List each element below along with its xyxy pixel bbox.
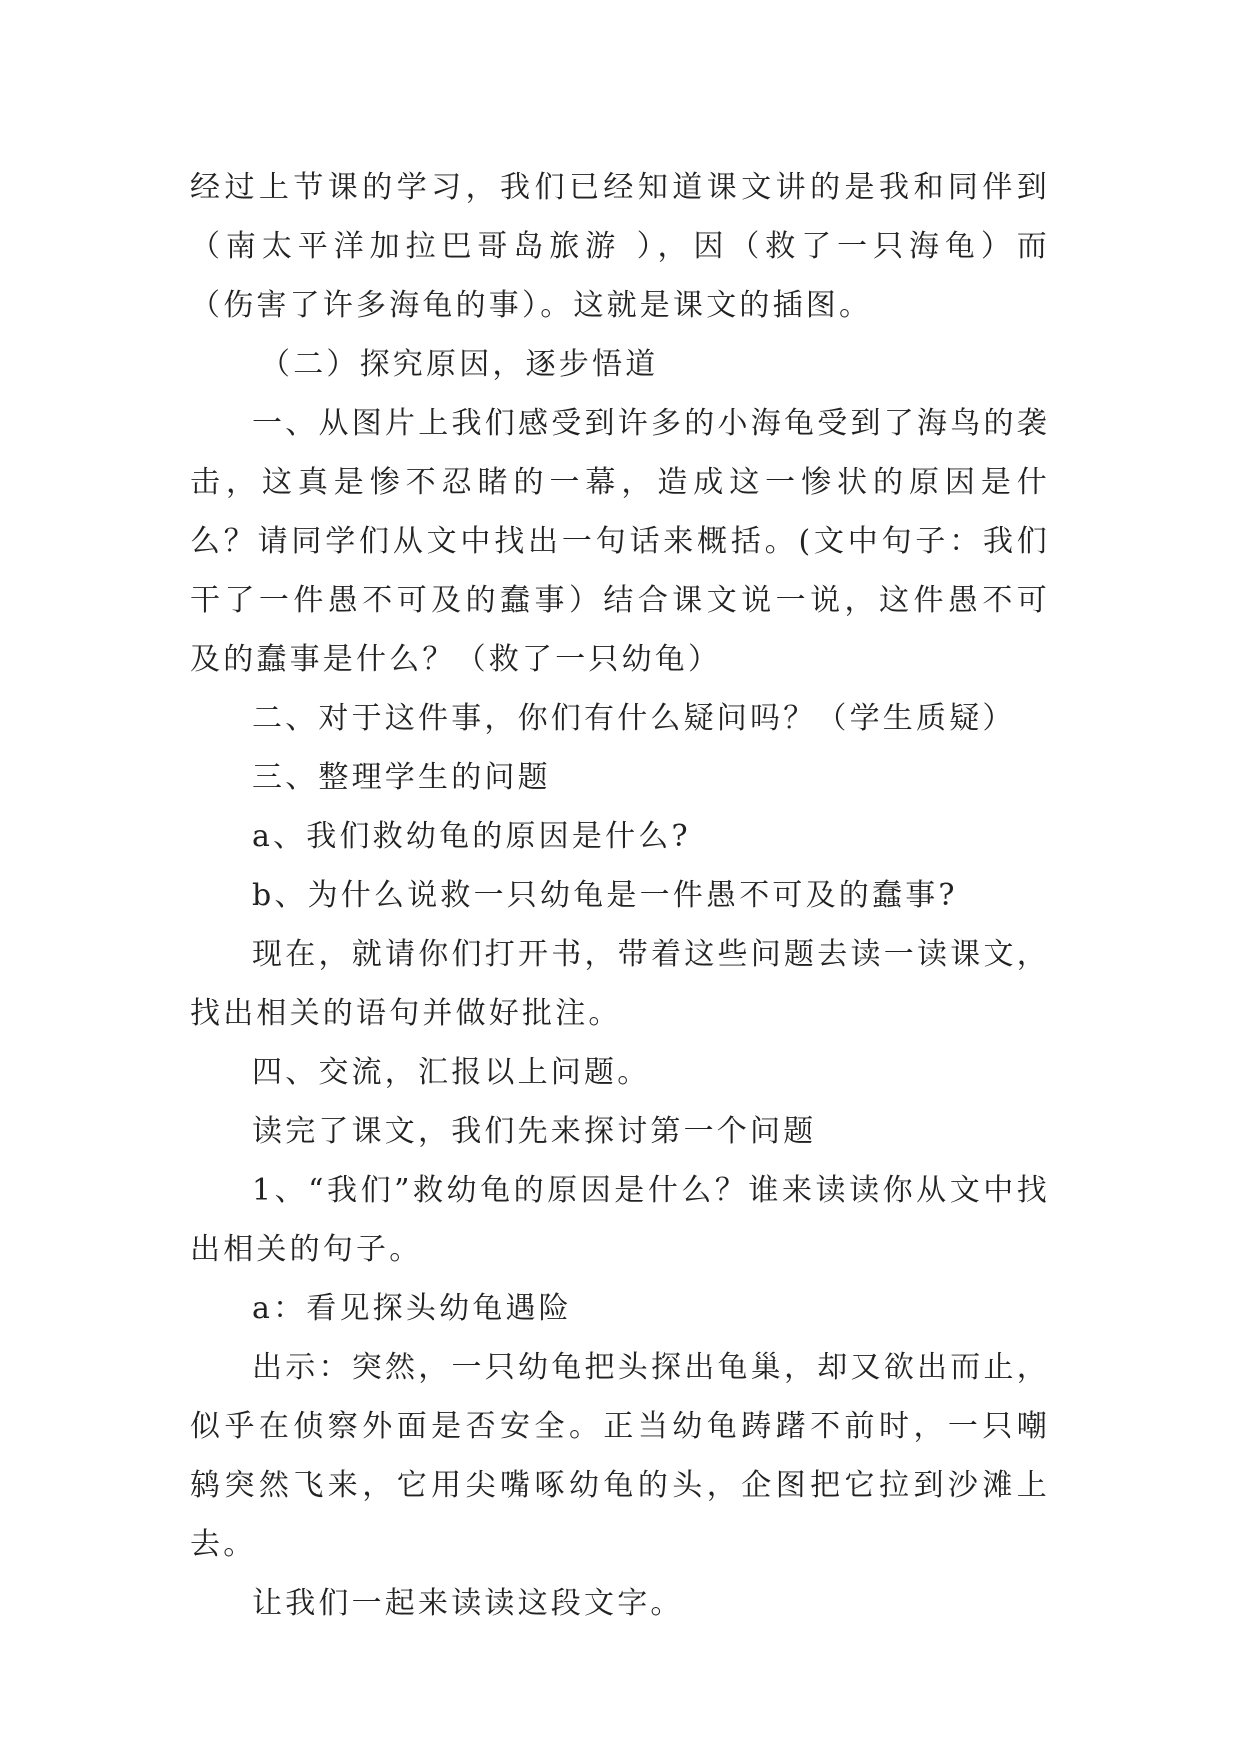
paragraph-step-four: 四、交流，汇报以上问题。 (252, 1055, 651, 1090)
paragraph-question-one: 1、“我们”救幼龟的原因是什么？谁来读读你从文中找出相关的句子。 (190, 1173, 1050, 1267)
document-body (190, 158, 1050, 1633)
paragraph-step-three: 三、整理学生的问题 (252, 760, 551, 795)
paragraph-intro: 经过上节课的学习，我们已经知道课文讲的是我和同伴到（南太平洋加拉巴哥岛旅游 ），因（救了一只海龟）而（伤害了许多海龟的事）。这就是课文的插图。 (190, 170, 1050, 323)
paragraph-step-two: 二、对于这件事，你们有什么疑问吗？（学生质疑） (252, 701, 1016, 736)
question-a: a、我们救幼龟的原因是什么? (252, 819, 691, 854)
question-b: b、为什么说救一只幼龟是一件愚不可及的蠢事? (252, 878, 958, 913)
paragraph-step-one: 一、从图片上我们感受到许多的小海龟受到了海鸟的袭击，这真是惨不忍睹的一幕，造成这一惨状的原因是什么？请同学们从文中找出一句话来概括。(文中句子：我们干了一件愚不可及的蠢事）结合课文说一说，这件愚不可及的蠢事是什么？（救了一只幼龟） (190, 406, 1050, 677)
paragraph-read-instructions: 现在，就请你们打开书，带着这些问题去读一读课文，找出相关的语句并做好批注。 (190, 937, 1050, 1031)
paragraph-read-together: 让我们一起来读读这段文字。 (252, 1586, 684, 1621)
paragraph-quoted-text: 出示：突然，一只幼龟把头探出龟巢，却又欲出而止，似乎在侦察外面是否安全。正当幼龟踌躇不前时，一只嘲鸫突然飞来，它用尖嘴啄幼龟的头，企图把它拉到沙滩上去。 (190, 1350, 1050, 1562)
paragraph-answer-a: a：看见探头幼龟遇险 (252, 1291, 572, 1326)
paragraph-first-question: 读完了课文，我们先来探讨第一个问题 (252, 1114, 817, 1149)
section-heading-explore-reasons: （二）探究原因，逐步悟道 (260, 347, 659, 382)
